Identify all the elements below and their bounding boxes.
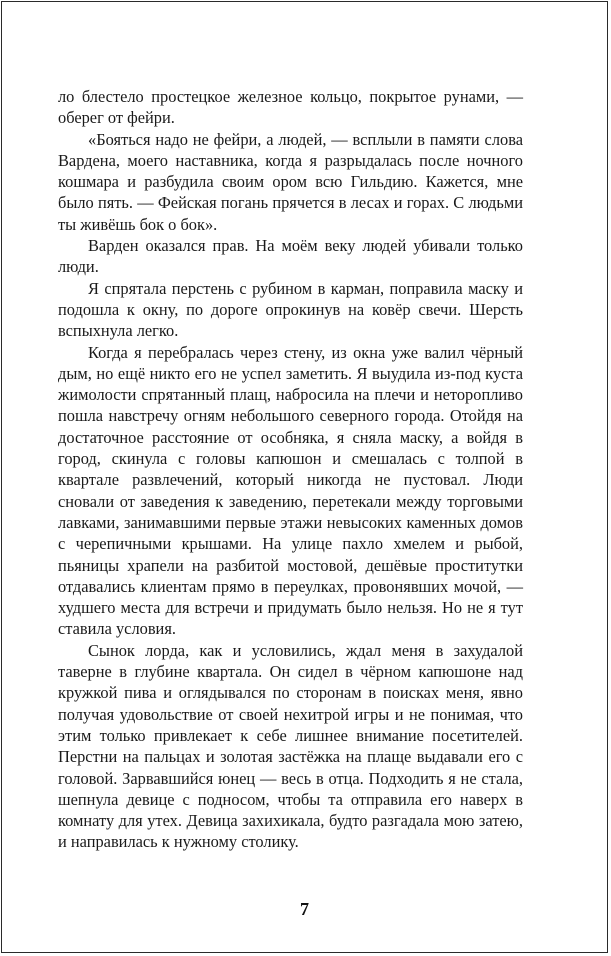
paragraph: Сынок лорда, как и условились, ждал меня в захудалой таверне в глубине квартала. Он сидел в чёрном капюшоне над кружкой пива и оглядывался по сторонам в поисках меня, явно получая удовольствие от своей нехитрой игры и не понимая, что этим только привлекает к себе лишнее внимание посетителей. Перстни на пальцах и золотая застёжка на плаще выдавали его с головой. Зарвавшийся юнец — весь в отца. Подходить я не стала, шепнула девице с подносом, чтобы та отправила его наверх в комнату для утех. Девица захихикала, будто разгадала мою затею, и направилась к нужному столику. bbox=[58, 640, 523, 852]
paragraph: Варден оказался прав. На моём веку людей убивали только люди. bbox=[58, 236, 523, 277]
page-frame bbox=[1, 1, 608, 953]
paragraph: Я спрятала перстень с рубином в карман, поправила маску и подошла к окну, по дороге опрокинув на ковёр свечи. Шерсть вспыхнула легко. bbox=[58, 278, 523, 341]
paragraph: «Бояться надо не фейри, а людей, — всплыли в памяти слова Вардена, моего наставника, когда я разрыдалась после ночного кошмара и разбудила своим ором всю Гильдию. Кажется, мне было пять. — Фейская погань прячется в лесах и горах. С людьми ты живёшь бок о бок». bbox=[58, 129, 523, 234]
page-number: 7 bbox=[300, 899, 309, 919]
paragraph: ло блестело простецкое железное кольцо, покрытое рунами, — оберег от фейри. bbox=[58, 87, 523, 128]
paragraph: Когда я перебралась через стену, из окна уже валил чёрный дым, но ещё никто его не успел заметить. Я выудила из-под куста жимолости спрятанный плащ, набросила на плечи и неторопливо пошла навстречу огням небольшого северного города. Отойдя на достаточное расстояние от особняка, я сняла маску, а войдя в город, скинула с головы капюшон и смешалась с толпой в квартале развлечений, который никогда не пустовал. Люди сновали от заведения к заведению, перетекали между торговыми лавками, занимавшими первые этажи невысоких каменных домов с черепичными крышами. На улице пахло хмелем и рыбой, пьяницы храпели на разбитой мостовой, дешёвые проститутки отдавались клиентам прямо в переулках, провонявших мочой, — худшего места для встречи и придумать было нельзя. Но не я тут ставила условия. bbox=[58, 342, 523, 639]
body-text bbox=[58, 86, 523, 853]
